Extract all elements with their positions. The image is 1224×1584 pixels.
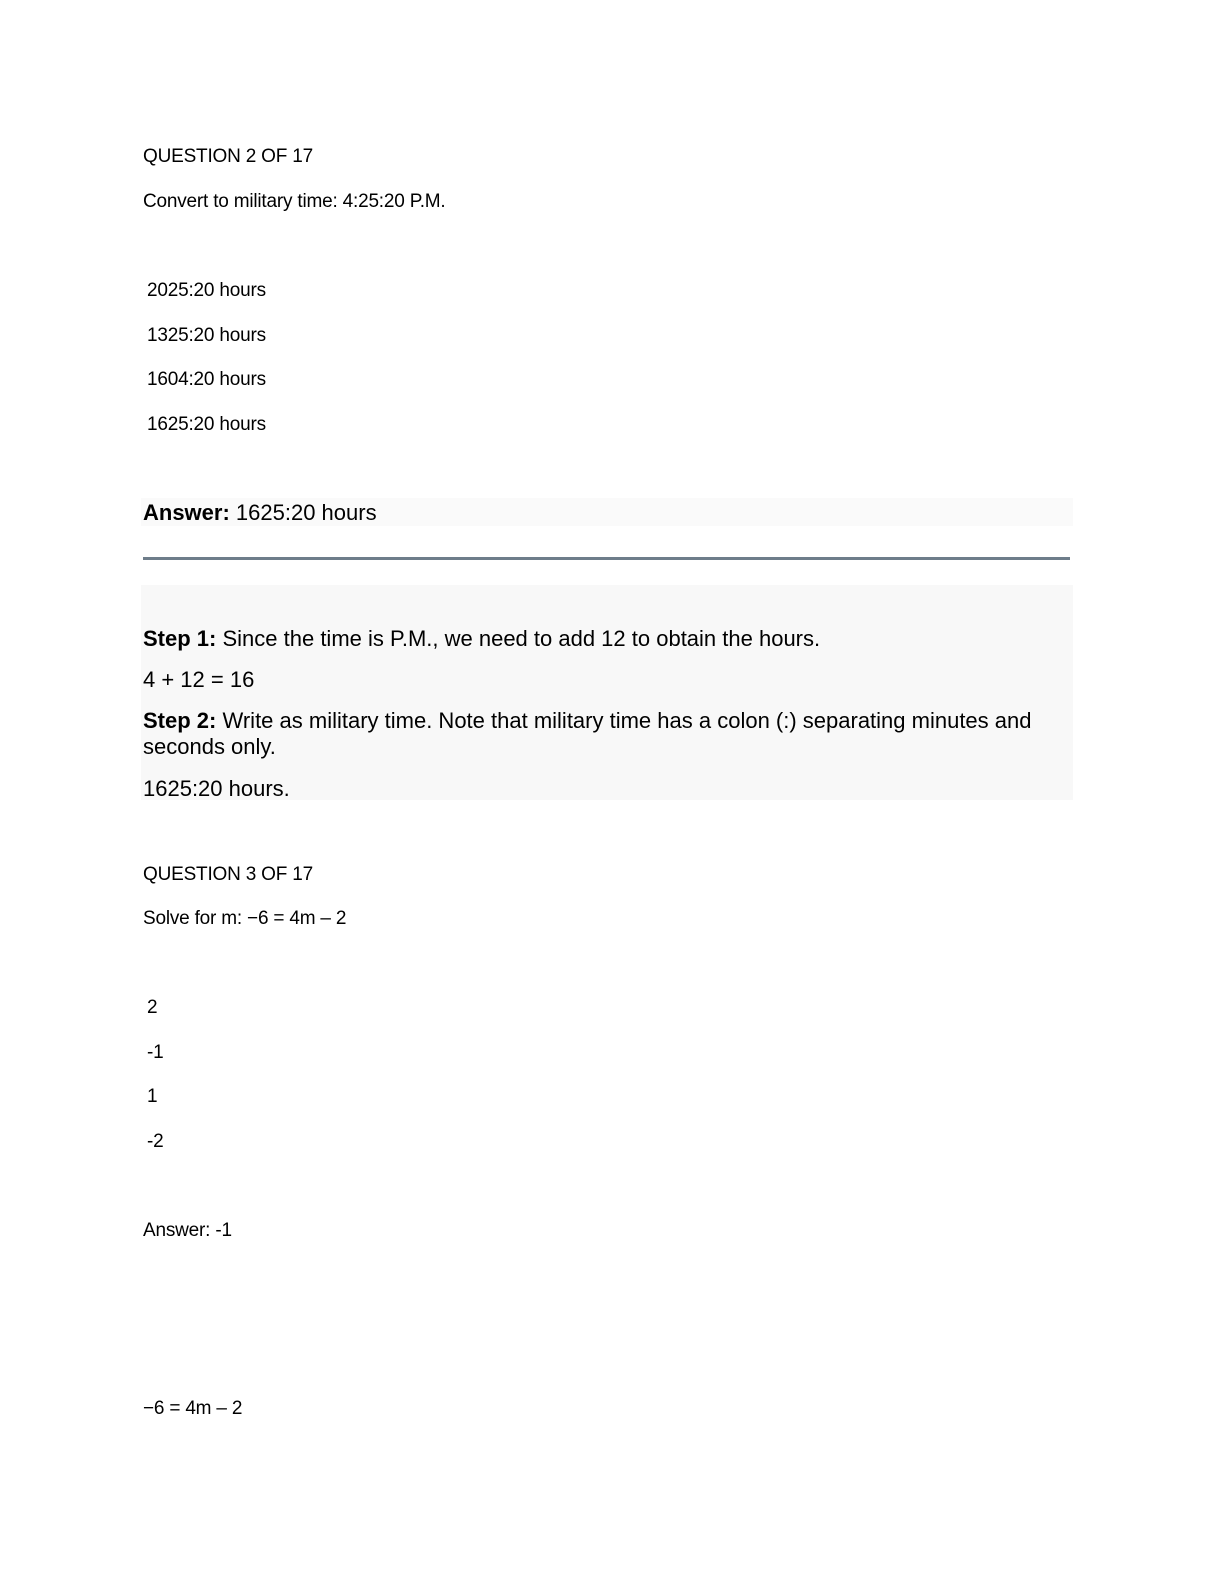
question-3-heading: QUESTION 3 OF 17 — [143, 864, 313, 885]
answer-value: 1625:20 hours — [235, 500, 377, 525]
question-2-option-1: 2025:20 hours — [147, 280, 266, 301]
step-1-text: Since the time is P.M., we need to add 12 to obtain the hours. — [222, 626, 821, 651]
question-3-option-4: -2 — [147, 1131, 164, 1152]
explanation-box — [141, 585, 1073, 800]
step-2-label: Step 2: — [143, 708, 217, 733]
question-3-option-1: 2 — [147, 997, 158, 1018]
step-2-text: Write as military time. Note that military time has a colon (:) separating minutes and seconds only. — [143, 708, 1032, 759]
question-2-option-3: 1604:20 hours — [147, 369, 266, 390]
question-2-option-4: 1625:20 hours — [147, 414, 266, 435]
step-2 — [143, 708, 1068, 760]
section-divider — [143, 557, 1070, 560]
question-2-prompt: Convert to military time: 4:25:20 P.M. — [143, 191, 446, 212]
question-3-option-3: 1 — [147, 1086, 158, 1107]
question-2-option-2: 1325:20 hours — [147, 325, 266, 346]
step-1-calculation: 4 + 12 = 16 — [143, 667, 255, 692]
step-1 — [143, 628, 820, 650]
step-1-label: Step 1: — [143, 626, 217, 651]
answer-label: Answer: — [143, 500, 230, 525]
question-3-option-2: -1 — [147, 1042, 164, 1063]
step-2-result: 1625:20 hours. — [143, 776, 290, 801]
question-2-answer — [143, 502, 377, 524]
question-3-work-line: −6 = 4m – 2 — [143, 1398, 243, 1419]
question-3-prompt: Solve for m: −6 = 4m – 2 — [143, 908, 347, 929]
question-3-answer: Answer: -1 — [143, 1220, 232, 1241]
question-2-heading: QUESTION 2 OF 17 — [143, 146, 313, 167]
